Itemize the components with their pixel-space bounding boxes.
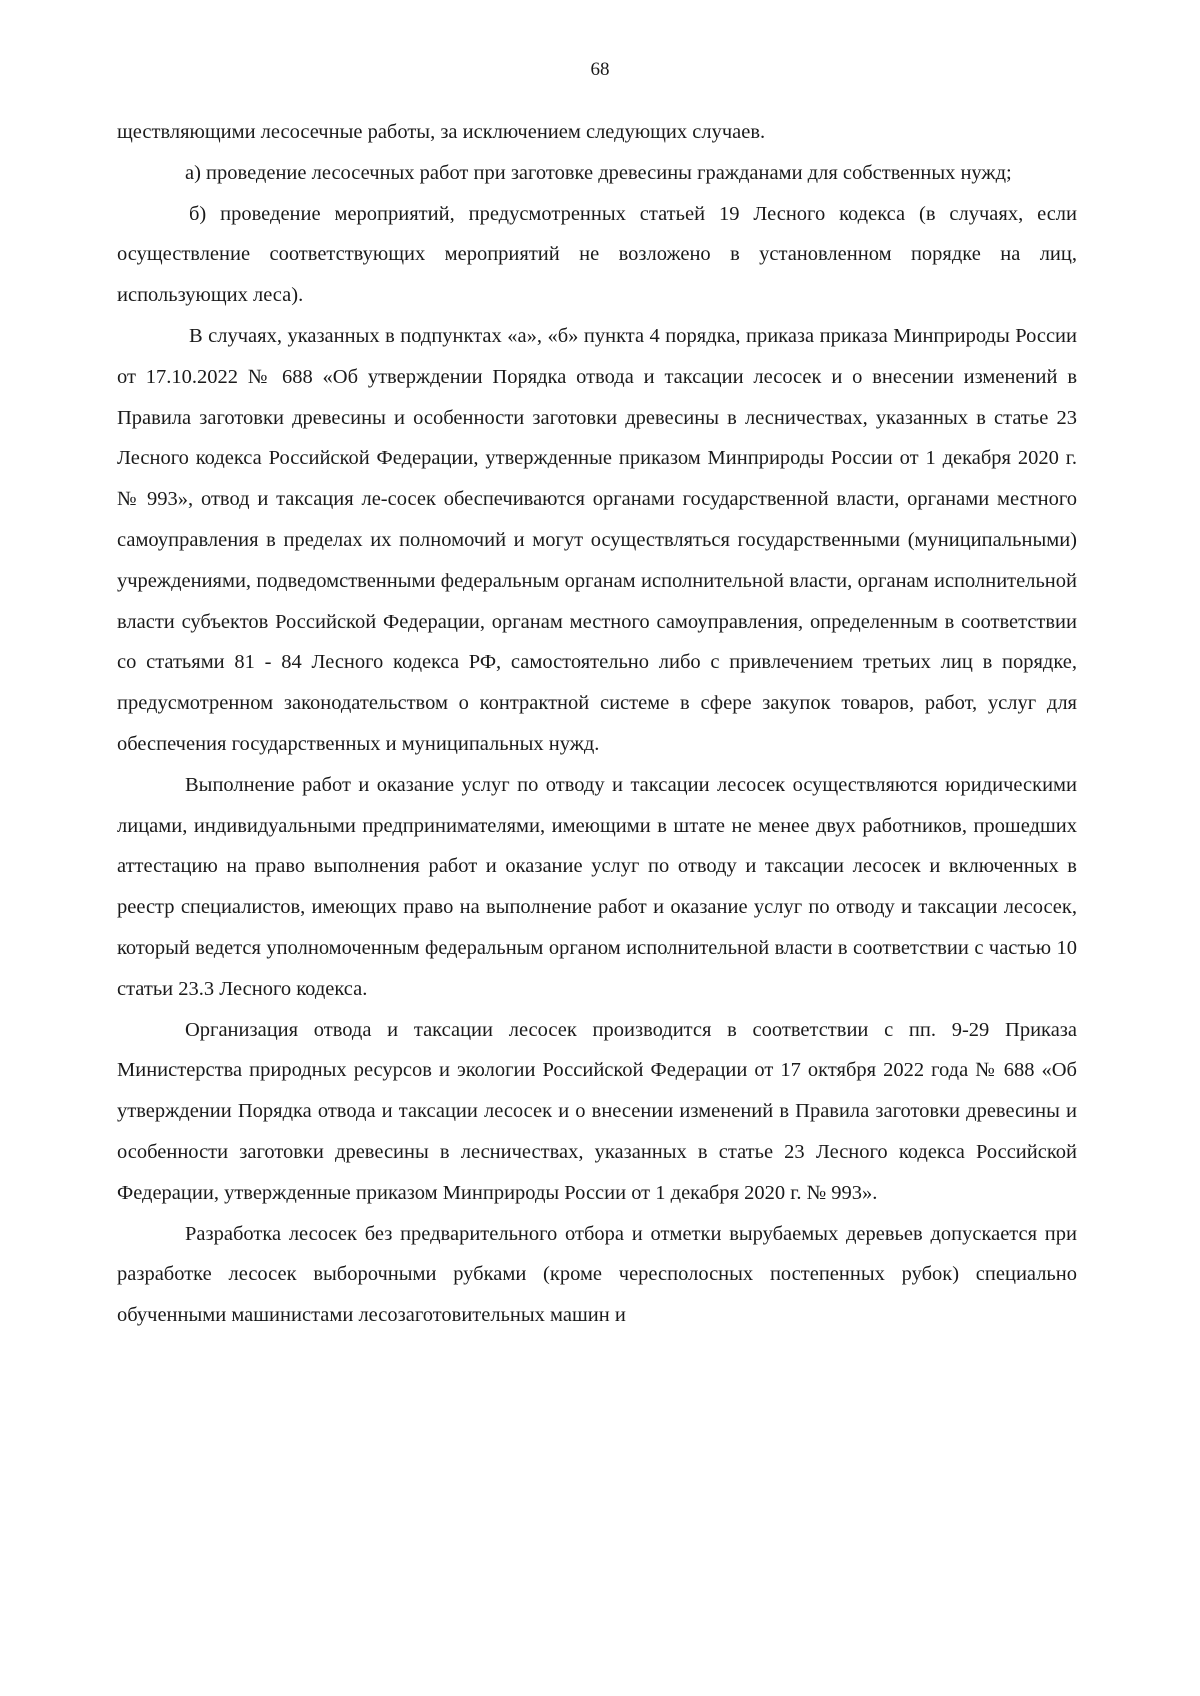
page-number: 68	[590, 59, 610, 80]
paragraph-5: Выполнение работ и оказание услуг по отводу и таксации лесосек осуществляются юридическими лицами, индивидуальными предпринимателями, имеющими в штате не менее двух работников, прошедших аттестацию на право выполнения работ и оказание услуг по отводу и таксации лесосек и включенных в реестр специалистов, имеющих право на выполнение работ и оказание услуг по отводу и таксации лесосек, который ведется уполномоченным федеральным органом исполнительной власти в соответствии с частью 10 статьи 23.3 Лесного кодекса.	[117, 773, 1077, 1000]
paragraph-7: Разработка лесосек без предварительного отбора и отметки вырубаемых деревьев допускается при разработке лесосек выборочными рубками (кроме чересполосных постепенных рубок) специально обученными машинистами лесозаготовительных машин и	[117, 1222, 1077, 1327]
paragraph-2: а) проведение лесосечных работ при заготовке древесины гражданами для собственных нужд;	[185, 161, 1012, 184]
paragraph-6: Организация отвода и таксации лесосек производится в соответствии с пп. 9-29 Приказа Министерства природных ресурсов и экологии Российской Федерации от 17 октября 2022 года № 688 «Об утверждении Порядка отвода и таксации лесосек и о внесении изменений в Правила заготовки древесины и особенности заготовки древесины в лесничествах, указанных в статье 23 Лесного кодекса Российской Федерации, утвержденные приказом Минприроды России от 1 декабря 2020 г. № 993».	[117, 1018, 1077, 1204]
paragraph-3: б) проведение мероприятий, предусмотренных статьей 19 Лесного кодекса (в случаях, если осуществление соответствующих мероприятий не возложено в установленном порядке на лиц, использующих леса).	[117, 202, 1077, 307]
document-body	[117, 112, 1077, 1336]
paragraph-1: ществляющими лесосечные работы, за исключением следующих случаев.	[117, 121, 766, 143]
paragraph-4: В случаях, указанных в подпунктах «а», «б» пункта 4 порядка, приказа приказа Минприроды России от 17.10.2022 № 688 «Об утверждении Порядка отвода и таксации лесосек и о внесении изменений в Правила заготовки древесины и особенности заготовки древесины в лесничествах, указанных в статье 23 Лесного кодекса Российской Федерации, утвержденные приказом Минприроды России от 1 декабря 2020 г. № 993», отвод и таксация ле-сосек обеспечиваются органами государственной власти, органами местного самоуправления в пределах их полномочий и могут осуществляться государственными (муниципальными) учреждениями, подведомственными федеральным органам исполнительной власти, органам исполнительной власти субъектов Российской Федерации, органам местного самоуправления, определенным в соответствии со статьями 81 - 84 Лесного кодекса РФ, самостоятельно либо с привлечением третьих лиц в порядке, предусмотренном законодательством о контрактной системе в сфере закупок товаров, работ, услуг для обеспечения государственных и муниципальных нужд.	[117, 324, 1077, 755]
